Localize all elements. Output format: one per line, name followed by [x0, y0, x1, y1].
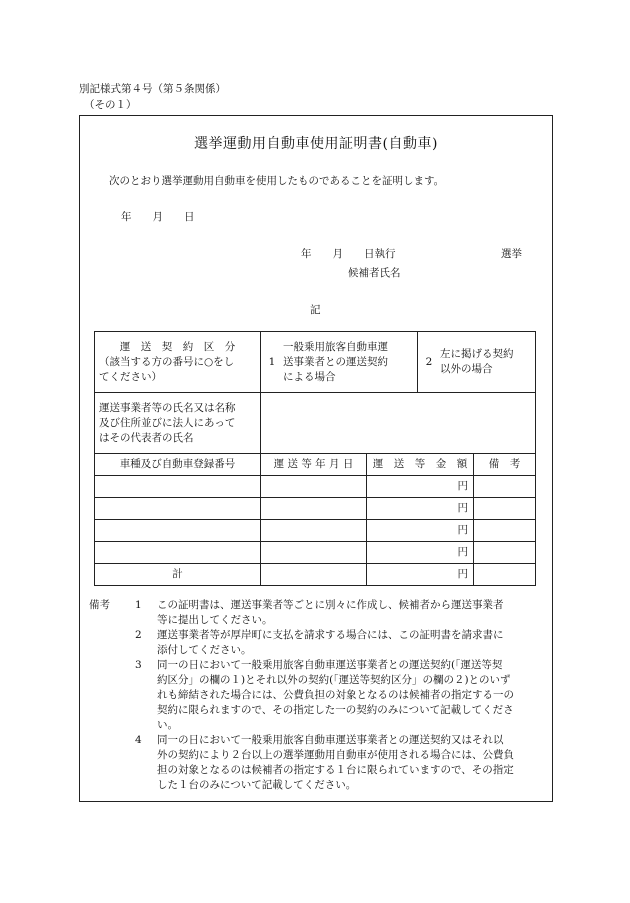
date-cell[interactable] [261, 498, 367, 520]
amount-cell[interactable]: 円 [367, 542, 474, 564]
note-item: 2 運送事業者等が厚岸町に支払を請求する場合には、この証明書を請求書に 添付してください。 [135, 629, 504, 656]
table-row [95, 498, 536, 520]
total-amount-cell[interactable]: 円 [367, 564, 474, 586]
election-suffix: 選挙 [501, 248, 522, 260]
candidate-label: 候補者氏名 [348, 267, 401, 279]
amount-cell[interactable]: 円 [367, 498, 474, 520]
contract-type-row [95, 332, 536, 393]
total-label: 計 [95, 564, 261, 586]
ki-mark: 記 [310, 304, 321, 316]
total-remarks-cell[interactable] [474, 564, 536, 586]
col-remarks: 備 考 [474, 454, 536, 476]
amount-cell[interactable]: 円 [367, 476, 474, 498]
date-cell[interactable] [261, 542, 367, 564]
note-item: 3 同一の日において一般乗用旅客自動車運送事業者との運送契約(「運送等契 約区分」の欄の１)とそれ以外の契約(「運送等契約区分」の欄の２)とのいず れも締結された場合には、公費負担の対象となるのは候補者の指定する一の 契約に限られますので、その指定した一の契約のみについて記載してくださ い。 [135, 659, 514, 731]
note-item: 4 同一の日において一般乗用旅客自動車運送事業者との運送契約又はそれ以 外の契約により２台以上の選挙運動用自動車が使用される場合には、公費負 担の対象となるのは候補者の指定する１台に限られていますので、その指定 した１台のみについて記載してください。 [135, 734, 514, 791]
form-number: 別記様式第４号（第５条関係） [79, 83, 226, 95]
col-date: 運 送 等 年 月 日 [261, 454, 367, 476]
total-date-cell[interactable] [261, 564, 367, 586]
remarks-cell[interactable] [474, 498, 536, 520]
operator-row [95, 393, 536, 454]
issue-date: 年 月 日 [121, 211, 195, 223]
contract-option-1[interactable]: 1 一般乗用旅客自動車運 送事業者との運送契約 による場合 [261, 332, 418, 392]
sub-number: （その１） [84, 99, 137, 111]
notes-label: 備考 [89, 599, 110, 611]
column-header-row [95, 454, 536, 476]
total-row [95, 564, 536, 586]
contract-table [94, 331, 536, 586]
remarks-cell[interactable] [474, 520, 536, 542]
note-item: 備考 1 この証明書は、運送事業者等ごとに別々に作成し、候補者から運送事業者 等に提出してください。 [89, 599, 504, 626]
table-row [95, 542, 536, 564]
table-row [95, 476, 536, 498]
date-cell[interactable] [261, 476, 367, 498]
operator-label: 運送事業者等の氏名又は名称 及び住所並びに法人にあって はその代表者の氏名 [95, 393, 261, 454]
remarks-cell[interactable] [474, 476, 536, 498]
contract-type-label: 運 送 契 約 区 分 （該当する方の番号に○をし てください） [95, 332, 261, 393]
certificate-statement: 次のとおり選挙運動用自動車を使用したものであることを証明します。 [109, 175, 445, 187]
remarks-cell[interactable] [474, 542, 536, 564]
amount-cell[interactable]: 円 [367, 520, 474, 542]
contract-option-2[interactable]: 2 左に掲げる契約 以外の場合 [425, 348, 514, 375]
vehicle-cell[interactable] [95, 542, 261, 564]
certificate-title: 選挙運動用自動車使用証明書(自動車) [194, 136, 438, 152]
contract-options [261, 332, 536, 393]
notes-section [89, 598, 549, 793]
col-vehicle: 車種及び自動車登録番号 [95, 454, 261, 476]
operator-input[interactable] [261, 393, 536, 454]
vehicle-cell[interactable] [95, 520, 261, 542]
vehicle-cell[interactable] [95, 498, 261, 520]
vehicle-cell[interactable] [95, 476, 261, 498]
table-row [95, 520, 536, 542]
election-date: 年 月 日執行 [301, 248, 396, 260]
col-amount: 運 送 等 金 額 [367, 454, 474, 476]
date-cell[interactable] [261, 520, 367, 542]
